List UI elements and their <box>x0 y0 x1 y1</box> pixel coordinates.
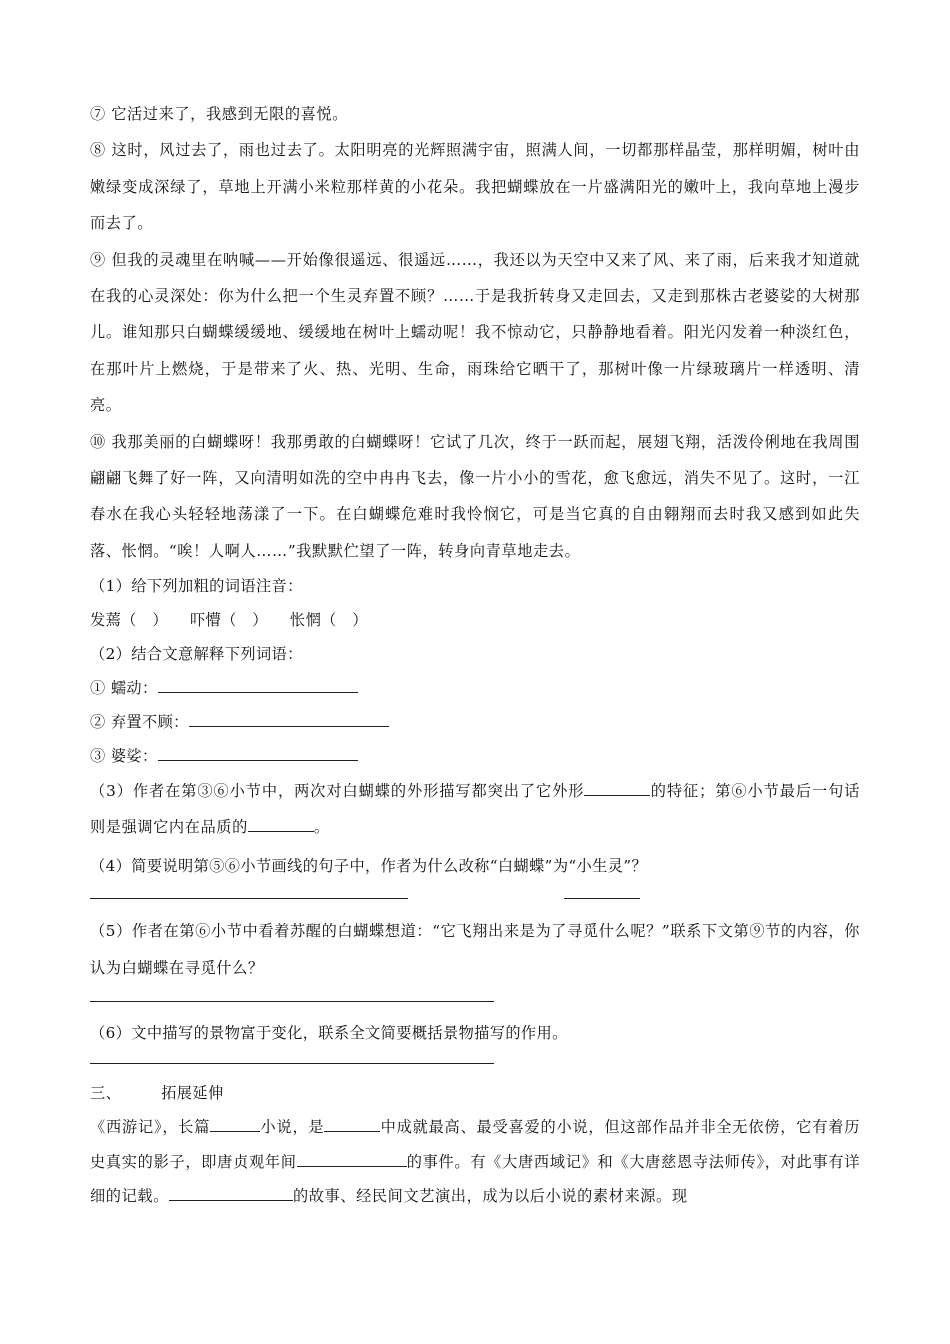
answer-blank[interactable] <box>158 674 358 693</box>
section-title: 拓展延伸 <box>161 1084 224 1103</box>
extension-text: 的故事、经民间文艺演出，成为以后小说的素材来源。现 <box>292 1187 688 1206</box>
pinyin-item-2: 吓懵（ ） <box>189 611 268 630</box>
question-5-answer-lines <box>90 1000 860 1002</box>
answer-blank[interactable] <box>169 1182 293 1201</box>
extension-text: 它有着历史真实的影子，即唐贞观年间 <box>90 1118 860 1171</box>
pinyin-item-3: 怅惘（ ） <box>289 611 368 630</box>
question-6: （6）文中描写的景物富于变化，联系全文简要概括景物描写的作用。 <box>90 1024 568 1043</box>
answer-line[interactable] <box>90 897 408 899</box>
section-3-heading <box>90 1076 860 1110</box>
question-5: （5）作者在第⑥小节中看着苏醒的白蝴蝶想道：“它飞翔出来是为了寻觅什么呢？”联系下文第⑨节的内容，你认为白蝴蝶在寻觅什么？ <box>90 922 860 977</box>
pinyin-item-1: 发蔫（ ） <box>90 611 168 630</box>
extension-text: 中成就最高、最受喜爱的小说，但这部作品并非全无依傍， <box>380 1118 797 1137</box>
answer-blank[interactable] <box>248 813 314 832</box>
question-2: （2）结合文意解释下列词语： <box>90 645 303 664</box>
section-number: 三、 <box>90 1084 122 1103</box>
question-4: （4）简要说明第⑤⑥小节画线的句子中，作者为什么改称“白蝴蝶”为“小生灵”？ <box>90 857 648 876</box>
extension-text: 的事件。有《大唐西域记》和《大唐慈恩寺法师 <box>406 1152 741 1171</box>
question-3-text: 。 <box>313 818 330 837</box>
question-3-text: 句话则是强调它内在品质的 <box>90 782 860 837</box>
question-2-item-1 <box>90 671 860 705</box>
question-2-item-2 <box>90 705 860 739</box>
term-label: ③ 婆娑： <box>90 747 158 766</box>
term-label: ② 弃置不顾： <box>90 713 189 732</box>
extension-text: 《西游记》，长篇 <box>90 1118 211 1137</box>
question-6-answer-lines <box>90 1062 860 1064</box>
extension-text: 小说，是 <box>260 1118 325 1137</box>
question-4-answer-lines <box>90 897 860 899</box>
question-2-item-3 <box>90 739 860 773</box>
answer-line[interactable] <box>90 1000 494 1002</box>
answer-blank[interactable] <box>297 1148 407 1167</box>
question-1-items <box>90 603 860 637</box>
answer-line[interactable] <box>564 897 640 899</box>
extension-text: 传》，对此事有详细的记载。 <box>90 1152 860 1206</box>
answer-blank[interactable] <box>210 1113 260 1132</box>
answer-blank[interactable] <box>324 1113 380 1132</box>
term-label: ① 蠕动： <box>90 679 158 698</box>
paragraph-8: ⑧ 这时，风过去了，雨也过去了。太阳明亮的光辉照满宇宙，照满人间，一切都那样晶莹，那样明媚，树叶由嫩绿变成深绿了，草地上开满小米粒那样黄的小花朵。我把蝴蝶放在一片盛满阳光的嫩叶上，我向草地上漫步而去了。 <box>90 141 860 233</box>
paragraph-10: ⑩ 我那美丽的白蝴蝶呀！我那勇敢的白蝴蝶呀！它试了几次，终于一跃而起，展翅飞翔，活泼伶俐地在我周围翩翩飞舞了好一阵，又向清明如洗的空中冉冉飞去，像一片小小的雪花，愈飞愈远，消失不见了。这时，一江春水在我心头轻轻地荡漾了一下。在白蝴蝶危难时我怜悯它，可是当它真的自由翱翔而去时我又感到如此失落、怅惘。“唉！人啊人……”我默默伫望了一阵，转身向青草地走去。 <box>90 432 860 560</box>
question-1: （1）给下列加粗的词语注音： <box>90 577 303 596</box>
answer-blank[interactable] <box>158 742 358 761</box>
paragraph-7: ⑦ 它活过来了，我感到无限的喜悦。 <box>90 105 349 123</box>
answer-blank[interactable] <box>189 708 389 727</box>
question-3-text: 的特征；第⑥小节最后一 <box>650 782 829 801</box>
answer-line[interactable] <box>90 1062 494 1064</box>
question-3 <box>90 773 860 845</box>
extension-paragraph <box>90 1110 860 1214</box>
paragraph-9: ⑨ 但我的灵魂里在呐喊——开始像很遥远、很遥远……，我还以为天空中又来了风、来了雨，后来我才知道就在我的心灵深处：你为什么把一个生灵弃置不顾？……于是我折转身又走回去，又走到那株古老婆娑的大树那儿。谁知那只白蝴蝶缓缓地、缓缓地在树叶上蠕动呢！我不惊动它，只静静地看着。阳光闪发着一种淡红色，在那叶片上燃烧，于是带来了火、热、光明、生命，雨珠给它晒干了，那树叶像一片绿玻璃片一样透明、清亮。 <box>90 250 860 415</box>
answer-blank[interactable] <box>584 777 650 796</box>
question-3-text: （3）作者在第③⑥小节中，两次对白蝴蝶的外形描写都突出了它外形 <box>90 782 585 801</box>
